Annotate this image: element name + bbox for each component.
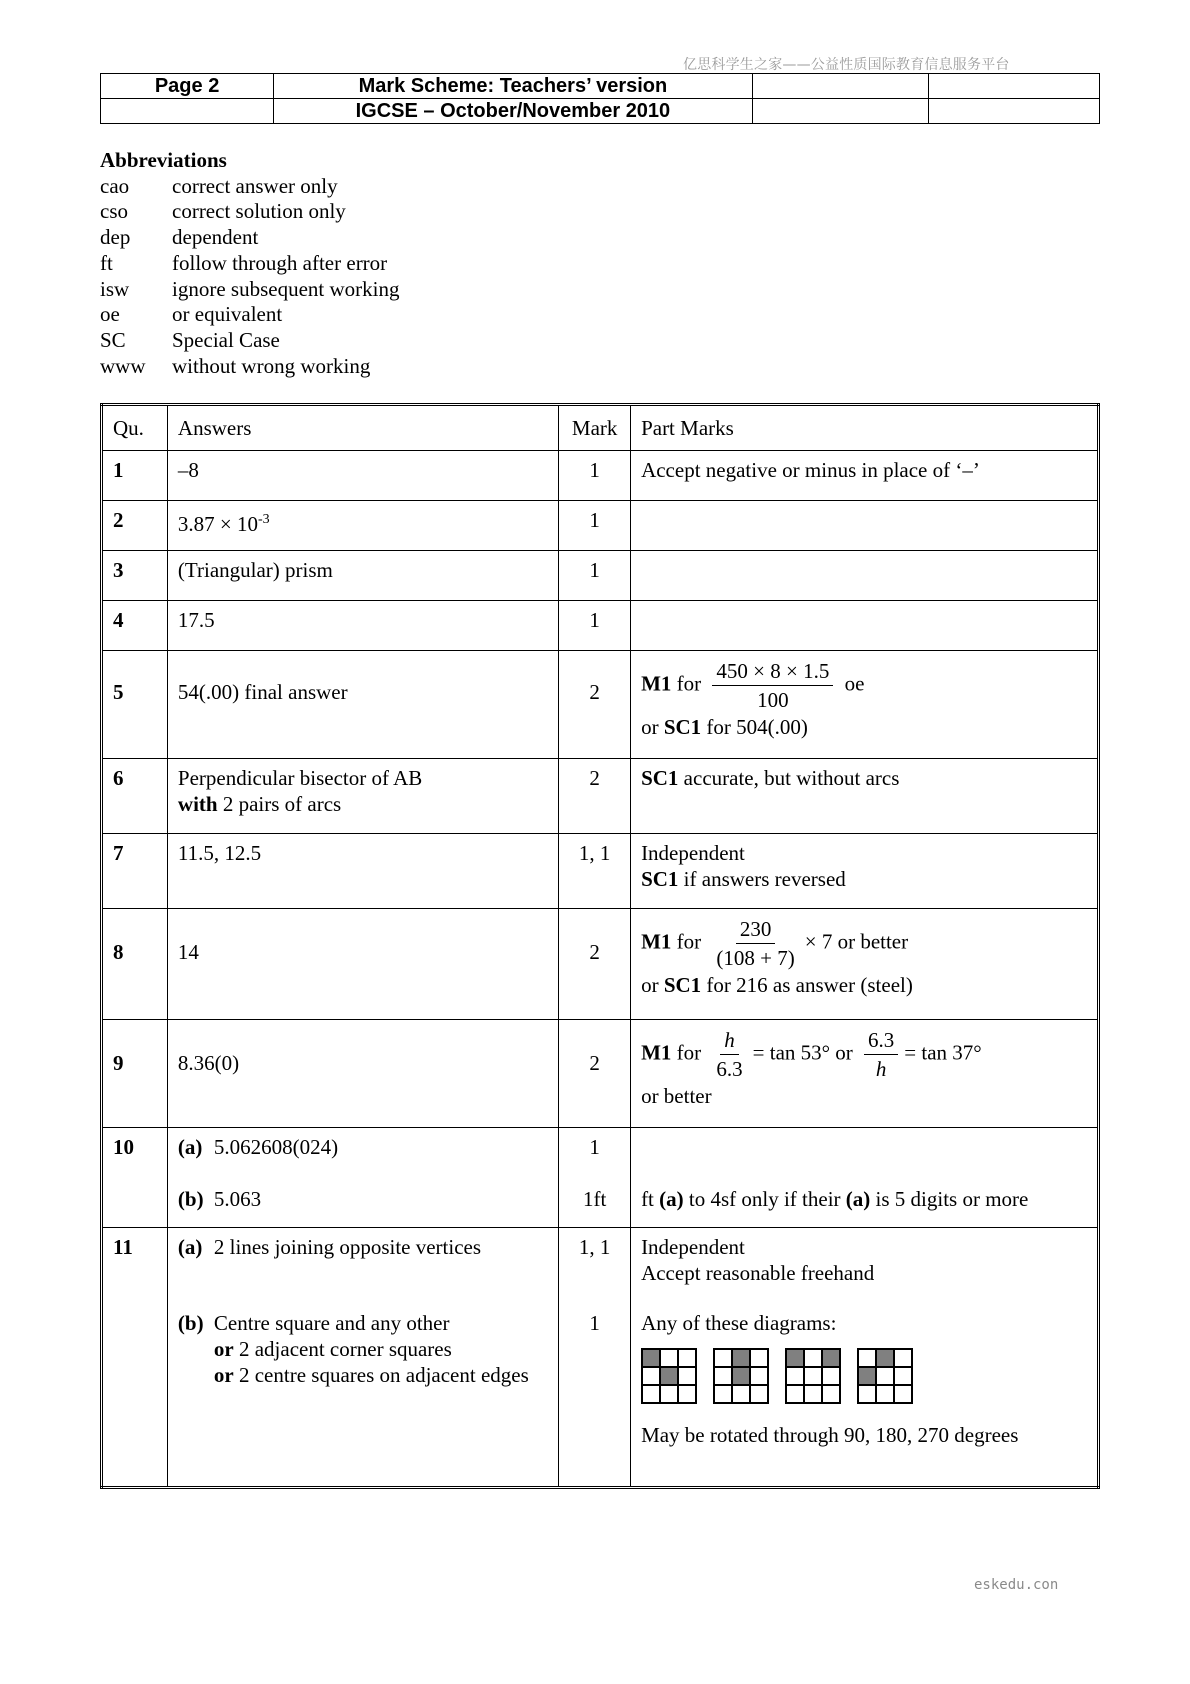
col-header-part-marks: Part Marks bbox=[631, 405, 1099, 451]
ft-part-a: (a) bbox=[659, 1187, 684, 1211]
abbr-meaning: correct solution only bbox=[172, 199, 346, 224]
grid-cell bbox=[642, 1367, 660, 1385]
part-a-answer: 5.062608(024) bbox=[213, 1135, 339, 1159]
abbreviations-title: Abbreviations bbox=[100, 148, 227, 172]
table-row bbox=[102, 651, 1099, 759]
question-number: 4 bbox=[102, 601, 168, 651]
grid-cell bbox=[822, 1367, 840, 1385]
mark: 1 bbox=[559, 451, 631, 501]
question-number: 5 bbox=[102, 651, 168, 759]
grid-diagram-4 bbox=[857, 1348, 913, 1404]
abbr-meaning: ignore subsequent working bbox=[172, 276, 400, 301]
table-row bbox=[102, 451, 1099, 501]
grid-cell bbox=[660, 1349, 678, 1367]
or-text: or bbox=[641, 715, 659, 739]
abbr-code: dep bbox=[100, 225, 131, 250]
sc1-label: SC1 bbox=[641, 766, 679, 790]
sc1-label: SC1 bbox=[641, 867, 679, 891]
or-better-text: or better bbox=[641, 1084, 712, 1108]
fraction bbox=[712, 657, 833, 714]
abbreviations-block bbox=[100, 148, 399, 379]
abbr-code: ft bbox=[100, 250, 113, 275]
shaded-cell bbox=[876, 1349, 894, 1367]
fraction bbox=[712, 915, 798, 972]
abbr-meaning: follow through after error bbox=[172, 250, 388, 275]
question-number: 3 bbox=[102, 551, 168, 601]
for-text: for bbox=[676, 929, 702, 954]
part-b-answer-3: 2 centre squares on adjacent edges bbox=[238, 1363, 529, 1387]
table-row bbox=[102, 1228, 1099, 1488]
grid-cell bbox=[822, 1385, 840, 1403]
or-label: or bbox=[213, 1363, 234, 1387]
watermark: 亿思科学生之家——公益性质国际教育信息服务平台 bbox=[683, 57, 1010, 73]
part-a-label: (a) bbox=[177, 1135, 203, 1159]
shaded-cell bbox=[732, 1349, 750, 1367]
grid-cell bbox=[642, 1385, 660, 1403]
part-b-answer: 5.063 bbox=[213, 1187, 262, 1211]
answer bbox=[167, 1128, 558, 1228]
shaded-cell bbox=[642, 1349, 660, 1367]
sc-text: for 504(.00) bbox=[706, 715, 808, 739]
grid-cell bbox=[786, 1385, 804, 1403]
part-marks: Accept negative or minus in place of ‘–’ bbox=[631, 451, 1099, 501]
or-text: or bbox=[641, 973, 659, 997]
part-a-label: (a) bbox=[177, 1235, 203, 1259]
shaded-cell bbox=[786, 1349, 804, 1367]
mark bbox=[559, 1128, 631, 1228]
grid-cell bbox=[714, 1349, 732, 1367]
grid-cell bbox=[714, 1367, 732, 1385]
answer: 54(.00) final answer bbox=[167, 651, 558, 759]
question-number: 6 bbox=[102, 759, 168, 834]
answer bbox=[167, 759, 558, 834]
doc-subtitle: IGCSE – October/November 2010 bbox=[274, 99, 752, 124]
fraction-numerator: 450 × 8 × 1.5 bbox=[712, 657, 833, 686]
grid-cell bbox=[714, 1385, 732, 1403]
question-number: 11 bbox=[102, 1228, 168, 1488]
answer-exponent: -3 bbox=[258, 512, 270, 527]
grid-cell bbox=[876, 1367, 894, 1385]
question-number: 7 bbox=[102, 834, 168, 909]
part-marks bbox=[631, 601, 1099, 651]
with-label: with bbox=[177, 792, 218, 816]
grid-cell bbox=[894, 1367, 912, 1385]
shaded-cell bbox=[822, 1349, 840, 1367]
mark: 2 bbox=[559, 909, 631, 1020]
answer-base: 3.87 × 10 bbox=[177, 512, 258, 536]
abbr-row bbox=[100, 251, 399, 277]
shaded-cell bbox=[732, 1367, 750, 1385]
table-row bbox=[102, 551, 1099, 601]
table-row bbox=[102, 834, 1099, 909]
question-number: 1 bbox=[102, 451, 168, 501]
part-b-mark: 1ft bbox=[582, 1187, 607, 1211]
header-empty-1 bbox=[752, 74, 928, 99]
grid-cell bbox=[804, 1367, 822, 1385]
mark: 1 bbox=[559, 551, 631, 601]
col-header-answers: Answers bbox=[167, 405, 558, 451]
mark: 1, 1 bbox=[559, 834, 631, 909]
part-b-note: Any of these diagrams: bbox=[641, 1311, 837, 1335]
answer: 17.5 bbox=[167, 601, 558, 651]
shaded-cell bbox=[858, 1367, 876, 1385]
sc-text: for 216 as answer (steel) bbox=[706, 973, 913, 997]
abbr-meaning: dependent bbox=[172, 225, 259, 250]
grid-cell bbox=[894, 1349, 912, 1367]
grid-cell bbox=[732, 1385, 750, 1403]
fraction-tail: × 7 or better bbox=[804, 929, 909, 954]
answer: 8.36(0) bbox=[167, 1020, 558, 1128]
part-a-note-2: Accept reasonable freehand bbox=[641, 1261, 875, 1285]
part-a-mark: 1, 1 bbox=[578, 1235, 611, 1259]
header-empty-5 bbox=[928, 99, 1099, 124]
question-number: 9 bbox=[102, 1020, 168, 1128]
abbr-row bbox=[100, 328, 399, 354]
part-b-answer-2: 2 adjacent corner squares bbox=[238, 1337, 452, 1361]
abbr-code: oe bbox=[100, 302, 120, 327]
abbr-row bbox=[100, 277, 399, 303]
question-number: 8 bbox=[102, 909, 168, 1020]
mark: 2 bbox=[559, 759, 631, 834]
or-label: or bbox=[213, 1337, 234, 1361]
part-marks bbox=[631, 551, 1099, 601]
sc1-label: SC1 bbox=[663, 715, 702, 739]
part-text: Independent bbox=[641, 841, 745, 865]
grid-cell bbox=[894, 1385, 912, 1403]
header-empty-2 bbox=[928, 74, 1099, 99]
ft-tail: is 5 digits or more bbox=[875, 1187, 1029, 1211]
part-b-mark: 1 bbox=[589, 1311, 600, 1335]
grid-cell bbox=[660, 1385, 678, 1403]
part-text-2: if answers reversed bbox=[683, 867, 846, 891]
page-number: Page 2 bbox=[101, 74, 274, 99]
grid-cell bbox=[750, 1367, 768, 1385]
answer: 14 bbox=[167, 909, 558, 1020]
ft-middle: to 4sf only if their bbox=[688, 1187, 841, 1211]
fraction-1 bbox=[712, 1026, 746, 1083]
part-b-label: (b) bbox=[177, 1187, 204, 1211]
mark-scheme-table bbox=[100, 403, 1100, 1489]
fraction-denominator: 100 bbox=[757, 688, 789, 712]
equation-middle: = tan 53° or bbox=[752, 1040, 853, 1065]
grid-cell bbox=[678, 1367, 696, 1385]
answer-line-1: Perpendicular bisector of AB bbox=[177, 766, 423, 790]
answer bbox=[167, 1228, 558, 1488]
shaded-cell bbox=[660, 1367, 678, 1385]
m1-label: M1 bbox=[641, 671, 672, 696]
answer: 11.5, 12.5 bbox=[167, 834, 558, 909]
answer: (Triangular) prism bbox=[167, 551, 558, 601]
doc-title: Mark Scheme: Teachers’ version bbox=[274, 74, 752, 99]
mark: 1 bbox=[559, 501, 631, 551]
part-marks bbox=[631, 834, 1099, 909]
grid-cell bbox=[876, 1385, 894, 1403]
grid-cell bbox=[804, 1385, 822, 1403]
table-row bbox=[102, 1020, 1099, 1128]
grid-diagram-1 bbox=[641, 1348, 697, 1404]
grid-cell bbox=[678, 1385, 696, 1403]
answer bbox=[167, 501, 558, 551]
ft-text: ft bbox=[641, 1187, 654, 1211]
mark bbox=[559, 1228, 631, 1488]
grid-cell bbox=[750, 1349, 768, 1367]
fraction-denominator: (108 + 7) bbox=[716, 946, 795, 970]
abbr-row bbox=[100, 354, 399, 380]
table-row bbox=[102, 909, 1099, 1020]
part-marks bbox=[631, 1228, 1099, 1488]
fraction-numerator: 6.3 bbox=[864, 1026, 898, 1055]
abbr-meaning: correct answer only bbox=[172, 173, 338, 198]
m1-label: M1 bbox=[641, 1040, 672, 1065]
table-header-row bbox=[102, 405, 1099, 451]
for-text: for bbox=[676, 1040, 702, 1065]
abbr-code: www bbox=[100, 353, 146, 378]
header-empty-4 bbox=[752, 99, 928, 124]
col-header-mark: Mark bbox=[559, 405, 631, 451]
part-b-answer: Centre square and any other bbox=[213, 1311, 450, 1335]
ft-part-a-2: (a) bbox=[845, 1187, 871, 1211]
abbr-meaning: without wrong working bbox=[172, 353, 371, 378]
part-marks bbox=[631, 909, 1099, 1020]
question-number: 10 bbox=[102, 1128, 168, 1228]
fraction-2 bbox=[864, 1026, 898, 1083]
mark: 1 bbox=[559, 601, 631, 651]
part-a-mark: 1 bbox=[589, 1135, 600, 1159]
abbr-row bbox=[100, 174, 399, 200]
abbr-code: SC bbox=[100, 327, 126, 352]
m1-label: M1 bbox=[641, 929, 672, 954]
for-text: for bbox=[676, 671, 702, 696]
abbr-code: cao bbox=[100, 173, 130, 198]
part-marks bbox=[631, 1020, 1099, 1128]
table-row bbox=[102, 601, 1099, 651]
abbr-row bbox=[100, 225, 399, 251]
mark: 2 bbox=[559, 1020, 631, 1128]
answer: –8 bbox=[167, 451, 558, 501]
abbr-row bbox=[100, 199, 399, 225]
equation-tail: = tan 37° bbox=[904, 1040, 982, 1065]
abbr-code: isw bbox=[100, 276, 130, 301]
part-b-label: (b) bbox=[177, 1311, 204, 1335]
part-marks bbox=[631, 759, 1099, 834]
mark: 2 bbox=[559, 651, 631, 759]
header-table bbox=[100, 73, 1100, 124]
header-empty-3 bbox=[101, 99, 274, 124]
grid-diagram-3 bbox=[785, 1348, 841, 1404]
grid-cell bbox=[858, 1385, 876, 1403]
part-a-note: Independent bbox=[641, 1235, 745, 1259]
fraction-denominator: 6.3 bbox=[716, 1057, 743, 1081]
part-marks bbox=[631, 1128, 1099, 1228]
fraction-denominator: h bbox=[875, 1057, 887, 1081]
grid-cell bbox=[804, 1349, 822, 1367]
table-row bbox=[102, 501, 1099, 551]
part-marks bbox=[631, 501, 1099, 551]
rotation-note: May be rotated through 90, 180, 270 degrees bbox=[641, 1423, 1019, 1447]
grid-cell bbox=[786, 1367, 804, 1385]
table-row bbox=[102, 759, 1099, 834]
sc1-label: SC1 bbox=[663, 973, 702, 997]
part-text: accurate, but without arcs bbox=[683, 766, 900, 790]
answer-line-2: 2 pairs of arcs bbox=[222, 792, 342, 816]
oe-text: oe bbox=[844, 671, 865, 696]
footer-text: eskedu.con bbox=[974, 1577, 1059, 1593]
grid-diagram-2 bbox=[713, 1348, 769, 1404]
diagram-set bbox=[641, 1348, 1087, 1404]
grid-cell bbox=[678, 1349, 696, 1367]
col-header-qu: Qu. bbox=[102, 405, 168, 451]
table-row bbox=[102, 1128, 1099, 1228]
grid-cell bbox=[750, 1385, 768, 1403]
part-a-answer: 2 lines joining opposite vertices bbox=[213, 1235, 482, 1259]
abbr-meaning: or equivalent bbox=[172, 302, 283, 327]
part-marks bbox=[631, 651, 1099, 759]
abbr-meaning: Special Case bbox=[172, 327, 280, 352]
question-number: 2 bbox=[102, 501, 168, 551]
fraction-numerator: h bbox=[720, 1026, 739, 1055]
grid-cell bbox=[858, 1349, 876, 1367]
abbr-row bbox=[100, 302, 399, 328]
fraction-numerator: 230 bbox=[736, 915, 776, 944]
abbr-code: cso bbox=[100, 199, 128, 224]
